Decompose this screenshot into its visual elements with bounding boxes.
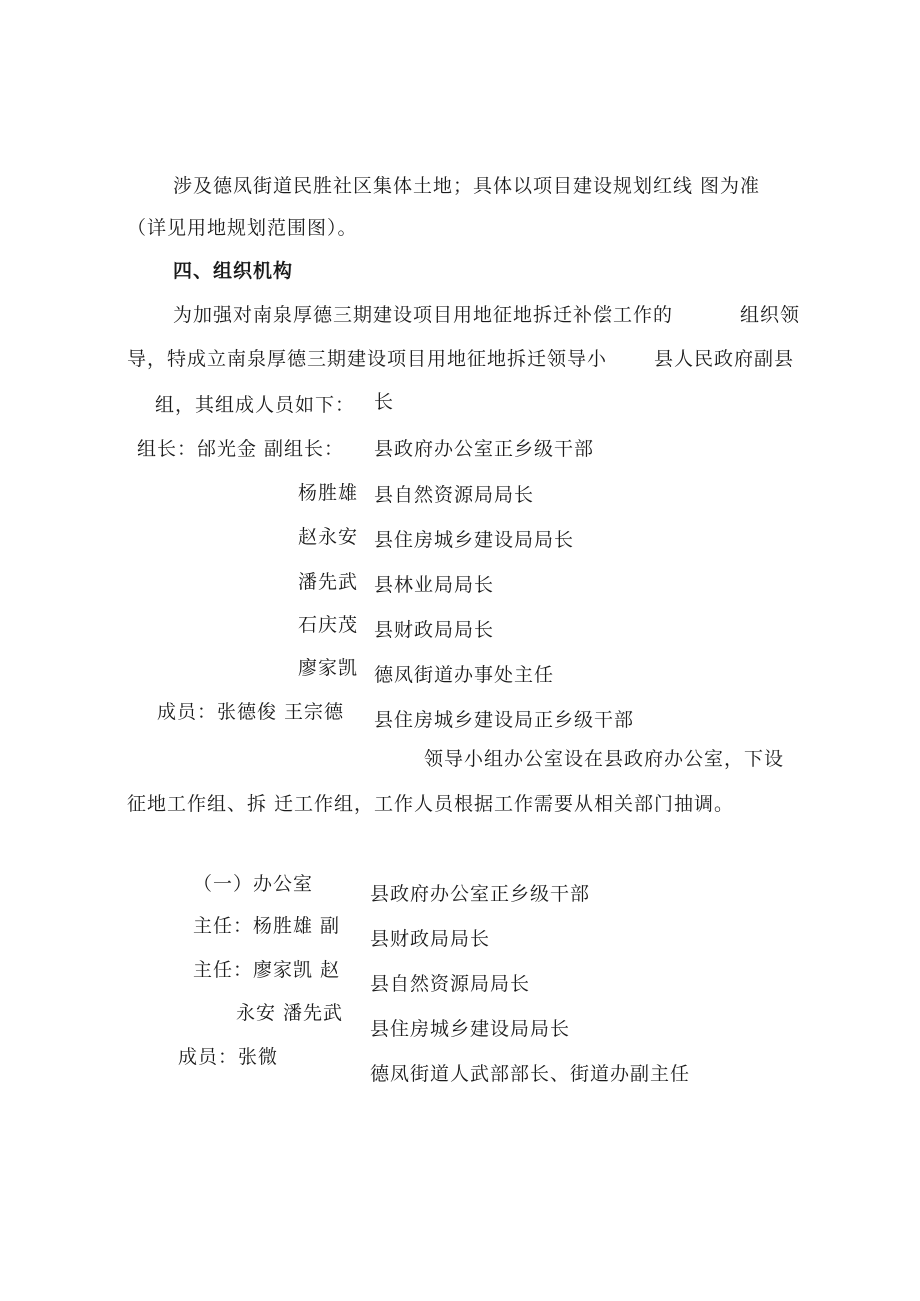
section-heading: 四、组织机构 xyxy=(173,260,294,282)
leader-title-3: 县住房城乡建设局局长 xyxy=(374,529,575,551)
leader-name-5: 石庆茂 xyxy=(298,614,359,636)
section-para-line-3-tail: 长 xyxy=(374,391,395,413)
office-left-4: 永安 潘先武 xyxy=(236,1002,344,1024)
leader-name-6: 廖家凯 xyxy=(298,657,359,679)
section-para-line-3: 组，其组成人员如下： xyxy=(155,394,356,416)
office-left-5: 成员：张微 xyxy=(178,1046,279,1068)
leader-title-5: 县财政局局长 xyxy=(374,619,495,641)
leader-name-7: 成员：张德俊 王宗德 xyxy=(157,701,345,723)
intro-line-1: 涉及德凤街道民胜社区集体土地；具体以项目建设规划红线 图为准 xyxy=(173,175,761,197)
leader-name-4: 潘先武 xyxy=(298,571,359,593)
leader-name-3: 赵永安 xyxy=(298,526,359,548)
leader-title-7: 县住房城乡建设局正乡级干部 xyxy=(374,709,635,731)
office-left-3: 主任：廖家凯 赵 xyxy=(193,959,341,981)
office-right-5: 德凤街道人武部部长、街道办副主任 xyxy=(370,1063,691,1085)
leader-title-1: 县政府办公室正乡级干部 xyxy=(374,438,595,460)
leader-title-6: 德凤街道办事处主任 xyxy=(374,664,555,686)
section-para-line-2: 导，特成立南泉厚德三期建设项目用地征地拆迁领导小 xyxy=(127,348,608,370)
office-right-3: 县自然资源局局长 xyxy=(370,973,531,995)
leader-title-2: 县自然资源局局长 xyxy=(374,484,535,506)
section-para-line-1-tail: 组织领 xyxy=(740,304,801,326)
office-right-2: 县财政局局长 xyxy=(370,928,491,950)
section-para-line-1: 为加强对南泉厚德三期建设项目用地征地拆迁补偿工作的 xyxy=(173,304,674,326)
leader-name-1: 组长：邰光金 副组长： xyxy=(137,438,345,460)
office-para-line-1: 领导小组办公室设在县政府办公室，下设 xyxy=(424,748,785,770)
leader-name-2: 杨胜雄 xyxy=(298,482,359,504)
office-right-1: 县政府办公室正乡级干部 xyxy=(370,883,591,905)
leader-title-4: 县林业局局长 xyxy=(374,574,495,596)
office-left-2: 主任：杨胜雄 副 xyxy=(193,915,341,937)
office-right-4: 县住房城乡建设局局长 xyxy=(370,1018,571,1040)
intro-line-2: （详见用地规划范围图）。 xyxy=(127,217,358,239)
section-para-line-2-tail: 县人民政府副县 xyxy=(654,348,795,370)
office-left-1: （一）办公室 xyxy=(193,873,314,895)
office-para-line-2: 征地工作组、拆 迁工作组，工作人员根据工作需要从相关部门抽调。 xyxy=(127,793,735,815)
